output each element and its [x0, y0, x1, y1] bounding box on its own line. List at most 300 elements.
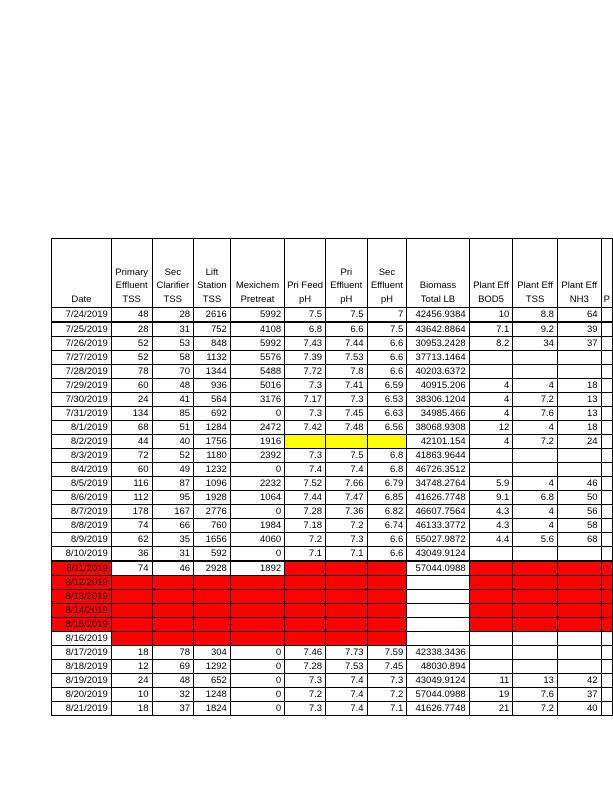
table-cell: 38068.9308	[407, 421, 469, 435]
date-cell: 7/30/2019	[52, 393, 112, 407]
table-cell: 0	[230, 688, 284, 702]
column-header-line: Plant Eff	[561, 280, 598, 291]
table-cell: 7.3	[326, 393, 368, 407]
table-cell: 1292	[194, 660, 231, 674]
table-cell: 1756	[194, 435, 231, 449]
column-header-line: NH3	[569, 293, 589, 305]
table-cell: 48	[111, 308, 152, 323]
table-cell	[469, 463, 513, 477]
table-cell: 34	[513, 337, 558, 351]
table-cell: 7.6	[513, 407, 558, 421]
table-cell: 0	[230, 646, 284, 660]
date-cell: 8/20/2019	[52, 688, 112, 702]
column-header-line: Pretreat	[240, 293, 275, 305]
table-cell	[469, 449, 513, 463]
column-header-line: Plant Eff	[517, 280, 553, 291]
table-cell: 178	[111, 505, 152, 519]
date-cell: 7/28/2019	[52, 365, 112, 379]
table-cell	[367, 590, 407, 604]
date-cell: 8/19/2019	[52, 674, 112, 688]
table-cell	[601, 365, 612, 379]
date-cell: 8/18/2019	[52, 660, 112, 674]
column-header-line: Primary	[115, 266, 149, 278]
table-cell: 2392	[230, 449, 284, 463]
table-cell: 8.8	[513, 308, 558, 323]
table-cell: 7.36	[326, 505, 368, 519]
table-cell: 848	[194, 337, 231, 351]
table-cell: 1132	[194, 351, 231, 365]
table-cell: 7.44	[285, 491, 326, 505]
table-cell: 5992	[230, 337, 284, 351]
date-cell: 8/1/2019	[52, 421, 112, 435]
column-header-line: P	[603, 293, 610, 305]
table-cell: 652	[194, 674, 231, 688]
table-cell: 5.9	[469, 477, 513, 491]
table-cell: 44	[111, 435, 152, 449]
table-cell	[194, 604, 231, 618]
table-cell: 42	[557, 674, 601, 688]
table-cell: 7.17	[285, 393, 326, 407]
table-cell: 5.6	[513, 533, 558, 547]
table-cell: 7.2	[285, 533, 326, 547]
column-header-line: TSS	[202, 293, 222, 305]
table-cell: 7.1	[326, 547, 368, 562]
table-cell: 64	[557, 308, 601, 323]
table-cell: 752	[194, 322, 231, 337]
table-cell	[557, 646, 601, 660]
table-row	[52, 547, 613, 562]
table-cell: 60	[111, 463, 152, 477]
table-cell: 37	[557, 337, 601, 351]
table-cell: 1180	[194, 449, 231, 463]
table-cell	[601, 407, 612, 421]
table-cell: 57044.0988	[407, 561, 469, 576]
table-cell: 85	[152, 407, 194, 421]
column-header-line: TSS	[163, 293, 183, 305]
table-cell: 760	[194, 519, 231, 533]
table-cell	[469, 351, 513, 365]
table-cell: 11	[469, 674, 513, 688]
column-header-line: Sec	[378, 266, 396, 278]
table-cell: 1984	[230, 519, 284, 533]
table-cell: 10	[111, 688, 152, 702]
table-cell: 40915.206	[407, 379, 469, 393]
column-header	[230, 239, 284, 308]
table-cell: 24	[111, 393, 152, 407]
table-cell: 49	[152, 463, 194, 477]
table-cell	[111, 576, 152, 590]
table-cell	[601, 308, 612, 323]
table-cell: 9.1	[469, 491, 513, 505]
table-cell	[285, 576, 326, 590]
table-cell	[513, 618, 558, 632]
table-cell	[152, 632, 194, 646]
table-cell: 4	[469, 435, 513, 449]
table-cell: 5992	[230, 308, 284, 323]
column-header-line: Clarifier	[156, 280, 190, 291]
table-cell: 42101.154	[407, 435, 469, 449]
table-cell: 1656	[194, 533, 231, 547]
column-header-line: TSS	[122, 293, 141, 305]
table-cell	[557, 365, 601, 379]
table-cell: 6.8	[513, 491, 558, 505]
table-cell	[601, 533, 612, 547]
column-header-line: Pri	[340, 266, 353, 278]
table-cell: 2616	[194, 308, 231, 323]
table-cell: 7.4	[326, 463, 368, 477]
table-cell	[557, 632, 601, 646]
table-row	[52, 379, 613, 393]
column-header	[285, 239, 326, 308]
table-cell: 7.45	[367, 660, 407, 674]
date-cell: 8/15/2019	[52, 618, 112, 632]
header-row	[52, 239, 613, 308]
table-cell	[557, 561, 601, 576]
table-cell	[285, 590, 326, 604]
table-cell	[601, 505, 612, 519]
table-cell: 56	[557, 505, 601, 519]
table-cell: 95	[152, 491, 194, 505]
column-header	[152, 239, 194, 308]
date-cell: 7/25/2019	[52, 322, 112, 337]
table-cell	[601, 477, 612, 491]
table-cell: 6.59	[367, 379, 407, 393]
table-cell: 41863.9644	[407, 449, 469, 463]
table-cell: 68	[557, 533, 601, 547]
table-cell: 7.2	[513, 435, 558, 449]
table-row	[52, 463, 613, 477]
table-cell: 1064	[230, 491, 284, 505]
table-cell: 7.43	[285, 337, 326, 351]
table-cell: 7.3	[285, 379, 326, 393]
table-cell	[557, 618, 601, 632]
table-cell: 28	[152, 308, 194, 323]
table-cell	[469, 561, 513, 576]
table-cell: 31	[152, 547, 194, 562]
table-cell: 46607.7564	[407, 505, 469, 519]
table-cell: 4	[469, 379, 513, 393]
table-cell: 5576	[230, 351, 284, 365]
table-cell: 68	[111, 421, 152, 435]
column-header-line: Total LB	[420, 293, 456, 305]
table-cell: 134	[111, 407, 152, 421]
table-cell	[285, 435, 326, 449]
table-cell: 69	[152, 660, 194, 674]
table-cell: 1916	[230, 435, 284, 449]
table-cell: 8.2	[469, 337, 513, 351]
table-cell	[601, 393, 612, 407]
table-cell	[513, 576, 558, 590]
table-cell: 7.47	[326, 491, 368, 505]
table-cell: 7.3	[285, 674, 326, 688]
table-cell: 42338.3436	[407, 646, 469, 660]
table-cell: 31	[152, 322, 194, 337]
table-cell	[601, 674, 612, 688]
table-cell: 6.6	[367, 547, 407, 562]
table-cell: 7.42	[285, 421, 326, 435]
table-row	[52, 491, 613, 505]
table-cell	[513, 561, 558, 576]
table-row	[52, 407, 613, 421]
table-cell	[367, 618, 407, 632]
column-header	[111, 239, 152, 308]
table-cell: 37	[557, 688, 601, 702]
column-header	[557, 239, 601, 308]
column-header-line: BOD5	[478, 293, 504, 305]
table-cell: 78	[111, 365, 152, 379]
table-cell: 60	[111, 379, 152, 393]
table-cell: 7.1	[469, 322, 513, 337]
table-cell: 4.4	[469, 533, 513, 547]
table-cell: 40	[557, 702, 601, 716]
table-cell: 6.6	[367, 337, 407, 351]
table-cell	[469, 646, 513, 660]
table-cell	[557, 604, 601, 618]
table-cell: 6.8	[285, 322, 326, 337]
column-header-line: Plant Eff	[473, 280, 509, 291]
table-cell: 7.73	[326, 646, 368, 660]
table-cell: 42456.9384	[407, 308, 469, 323]
table-cell	[601, 351, 612, 365]
table-cell: 46	[152, 561, 194, 576]
table-cell: 50	[557, 491, 601, 505]
table-cell: 4	[469, 393, 513, 407]
table-cell: 4	[513, 477, 558, 491]
table-cell	[230, 576, 284, 590]
column-header-line: TSS	[525, 293, 545, 305]
column-header-line: Pri Feed	[287, 280, 324, 291]
table-cell	[601, 688, 612, 702]
date-cell: 8/4/2019	[52, 463, 112, 477]
date-cell: 8/21/2019	[52, 702, 112, 716]
table-cell	[601, 449, 612, 463]
table-cell: 1928	[194, 491, 231, 505]
date-cell: 7/29/2019	[52, 379, 112, 393]
table-cell: 7.6	[513, 688, 558, 702]
table-cell	[230, 604, 284, 618]
table-cell	[367, 632, 407, 646]
table-cell	[513, 604, 558, 618]
table-cell: 7.1	[285, 547, 326, 562]
table-cell	[469, 618, 513, 632]
table-row	[52, 308, 613, 323]
table-cell: 48030.894	[407, 660, 469, 674]
table-cell	[513, 547, 558, 562]
table-cell: 7	[367, 308, 407, 323]
date-cell: 8/17/2019	[52, 646, 112, 660]
table-cell: 7.53	[326, 351, 368, 365]
table-cell: 1248	[194, 688, 231, 702]
table-cell	[601, 322, 612, 337]
table-cell: 7.3	[367, 674, 407, 688]
table-cell	[513, 351, 558, 365]
table-cell	[230, 618, 284, 632]
table-cell: 30953.2428	[407, 337, 469, 351]
table-cell: 6.8	[367, 463, 407, 477]
table-cell: 7.1	[367, 702, 407, 716]
table-cell: 40203.6372	[407, 365, 469, 379]
column-header-line: Effluent	[330, 280, 363, 291]
table-cell	[513, 660, 558, 674]
data-table	[51, 238, 613, 716]
date-cell: 8/10/2019	[52, 547, 112, 562]
table-cell: 167	[152, 505, 194, 519]
table-cell: 78	[152, 646, 194, 660]
table-cell: 13	[557, 393, 601, 407]
table-cell: 74	[111, 561, 152, 576]
table-cell: 5488	[230, 365, 284, 379]
table-cell: 40	[152, 435, 194, 449]
table-cell	[557, 463, 601, 477]
table-cell	[513, 646, 558, 660]
date-cell: 7/27/2019	[52, 351, 112, 365]
table-cell	[285, 604, 326, 618]
table-cell	[469, 365, 513, 379]
table-cell: 7.52	[285, 477, 326, 491]
table-cell: 7.4	[326, 702, 368, 716]
table-cell	[326, 435, 368, 449]
table-cell: 0	[230, 505, 284, 519]
table-cell: 1284	[194, 421, 231, 435]
table-cell	[194, 576, 231, 590]
table-cell: 18	[557, 421, 601, 435]
date-cell: 8/14/2019	[52, 604, 112, 618]
table-cell: 55027.9872	[407, 533, 469, 547]
table-cell: 7.4	[326, 688, 368, 702]
table-cell: 13	[557, 407, 601, 421]
table-cell: 2928	[194, 561, 231, 576]
table-cell: 6.82	[367, 505, 407, 519]
table-cell: 692	[194, 407, 231, 421]
table-cell: 7.8	[326, 365, 368, 379]
table-cell: 52	[152, 449, 194, 463]
table-cell: 58	[152, 351, 194, 365]
table-cell: 6.6	[326, 322, 368, 337]
table-cell: 46726.3512	[407, 463, 469, 477]
table-cell: 72	[111, 449, 152, 463]
table-cell	[601, 618, 612, 632]
table-cell: 6.74	[367, 519, 407, 533]
table-row	[52, 561, 613, 576]
table-cell: 74	[111, 519, 152, 533]
table-cell	[111, 632, 152, 646]
table-cell: 7.53	[326, 660, 368, 674]
table-cell: 18	[111, 646, 152, 660]
table-cell: 2776	[194, 505, 231, 519]
table-row	[52, 322, 613, 337]
table-cell	[326, 604, 368, 618]
table-cell: 18	[111, 702, 152, 716]
table-cell	[367, 435, 407, 449]
table-cell	[230, 590, 284, 604]
table-cell	[513, 463, 558, 477]
table-cell: 9.2	[513, 322, 558, 337]
table-cell: 62	[111, 533, 152, 547]
table-cell: 53	[152, 337, 194, 351]
table-cell: 51	[152, 421, 194, 435]
table-cell	[152, 604, 194, 618]
column-header	[407, 239, 469, 308]
table-cell: 6.53	[367, 393, 407, 407]
table-cell: 1824	[194, 702, 231, 716]
table-cell: 4	[513, 421, 558, 435]
table-cell: 7.59	[367, 646, 407, 660]
table-cell: 7.28	[285, 505, 326, 519]
date-cell: 8/16/2019	[52, 632, 112, 646]
table-cell: 4060	[230, 533, 284, 547]
table-row	[52, 337, 613, 351]
table-cell: 936	[194, 379, 231, 393]
table-cell: 7.41	[326, 379, 368, 393]
table-cell: 7.4	[326, 674, 368, 688]
column-header-line: Station	[197, 280, 227, 291]
table-cell	[601, 547, 612, 562]
table-cell: 116	[111, 477, 152, 491]
table-cell: 112	[111, 491, 152, 505]
table-cell: 7.2	[285, 688, 326, 702]
table-cell: 304	[194, 646, 231, 660]
table-cell: 6.8	[367, 449, 407, 463]
table-cell: 7.4	[285, 463, 326, 477]
table-cell: 6.85	[367, 491, 407, 505]
table-cell: 4.3	[469, 519, 513, 533]
date-cell: 8/13/2019	[52, 590, 112, 604]
table-cell	[469, 590, 513, 604]
table-cell: 35	[152, 533, 194, 547]
table-row	[52, 646, 613, 660]
table-cell: 48	[152, 379, 194, 393]
table-row	[52, 702, 613, 716]
column-header-line: pH	[340, 293, 353, 305]
table-cell	[601, 632, 612, 646]
table-cell: 0	[230, 674, 284, 688]
column-header-line: Sec	[164, 266, 181, 278]
table-row	[52, 632, 613, 646]
table-cell	[111, 618, 152, 632]
table-cell: 6.79	[367, 477, 407, 491]
table-cell	[407, 618, 469, 632]
table-cell: 4.3	[469, 505, 513, 519]
table-cell: 36	[111, 547, 152, 562]
table-row	[52, 505, 613, 519]
table-cell: 7.44	[326, 337, 368, 351]
table-cell: 48	[152, 674, 194, 688]
column-header-line: Date	[71, 293, 92, 305]
table-row	[52, 688, 613, 702]
table-cell	[601, 435, 612, 449]
table-row	[52, 533, 613, 547]
table-row	[52, 604, 613, 618]
table-cell: 41626.7748	[407, 702, 469, 716]
table-cell	[326, 618, 368, 632]
table-cell: 7.2	[326, 519, 368, 533]
table-cell	[326, 576, 368, 590]
table-cell: 18	[557, 379, 601, 393]
table-cell: 12	[111, 660, 152, 674]
date-cell: 8/6/2019	[52, 491, 112, 505]
table-cell: 7.46	[285, 646, 326, 660]
table-cell	[194, 590, 231, 604]
table-cell: 4	[513, 519, 558, 533]
table-cell	[601, 421, 612, 435]
table-row	[52, 435, 613, 449]
table-cell	[557, 449, 601, 463]
table-cell	[326, 561, 368, 576]
table-cell	[407, 604, 469, 618]
date-cell: 8/5/2019	[52, 477, 112, 491]
table-row	[52, 477, 613, 491]
table-cell: 7.48	[326, 421, 368, 435]
